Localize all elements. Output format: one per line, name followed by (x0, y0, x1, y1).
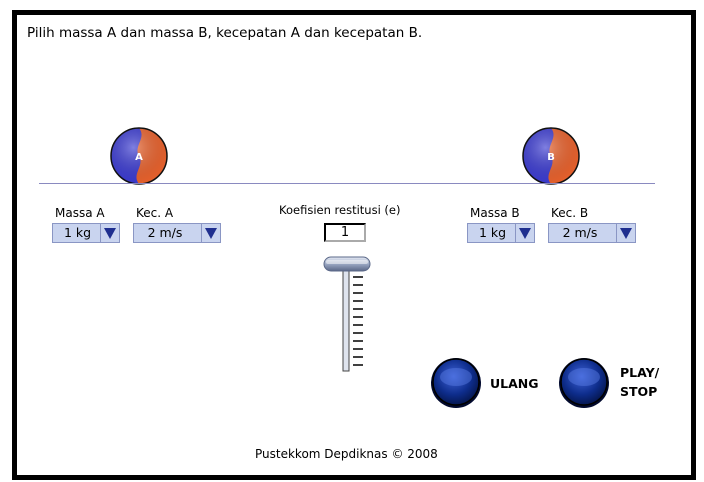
play-stop-button[interactable] (557, 355, 611, 409)
play-stop-button-label[interactable] (620, 363, 659, 401)
mass-a-dropdown[interactable] (52, 223, 120, 243)
speed-b-dropdown[interactable] (548, 223, 636, 243)
slider-knob[interactable] (324, 257, 370, 271)
ball-b (521, 126, 581, 186)
chevron-down-icon[interactable] (100, 224, 119, 242)
footer-credit: Pustekkom Depdiknas © 2008 (255, 447, 438, 461)
mass-a-value: 1 kg (63, 225, 92, 240)
speed-b-value: 2 m/s (562, 225, 598, 240)
speed-b-label: Kec. B (551, 206, 589, 220)
play-label-line2: STOP (620, 384, 658, 399)
restitution-slider[interactable] (317, 247, 377, 375)
ball-a-label: A (135, 152, 143, 163)
track-line (39, 183, 655, 184)
reset-button[interactable] (429, 355, 483, 409)
restitution-value-field: 1 (324, 223, 366, 242)
mass-b-value: 1 kg (478, 225, 507, 240)
play-label-line1: PLAY/ (620, 365, 660, 380)
chevron-down-icon[interactable] (616, 224, 635, 242)
chevron-down-icon[interactable] (201, 224, 220, 242)
reset-button-label[interactable]: ULANG (490, 376, 539, 391)
mass-b-label: Massa B (470, 206, 520, 220)
simulation-frame (12, 10, 696, 480)
speed-a-dropdown[interactable] (133, 223, 221, 243)
instruction-text: Pilih massa A dan massa B, kecepatan A dan kecepatan B. (27, 25, 423, 41)
ball-b-label: B (547, 152, 555, 163)
speed-a-label: Kec. A (136, 206, 174, 220)
speed-a-value: 2 m/s (147, 225, 183, 240)
mass-a-label: Massa A (55, 206, 105, 220)
restitution-label: Koefisien restitusi (e) (279, 203, 401, 217)
chevron-down-icon[interactable] (515, 224, 534, 242)
ball-a (109, 126, 169, 186)
mass-b-dropdown[interactable] (467, 223, 535, 243)
